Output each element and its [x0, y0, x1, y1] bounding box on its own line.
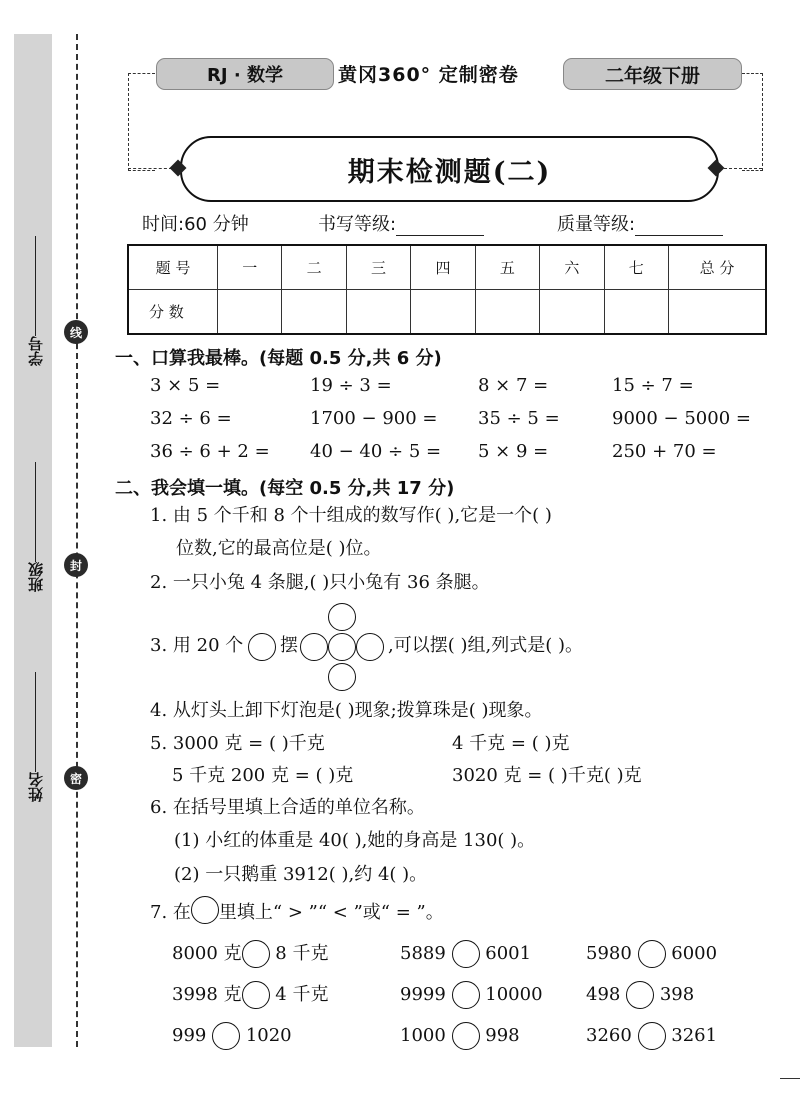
- compare-right: 998: [485, 1025, 520, 1046]
- header-cell-2: 二: [282, 245, 346, 290]
- question-7-lead: 7. 在: [150, 902, 191, 923]
- compare-right: 3261: [671, 1025, 718, 1046]
- compare-left: 9999: [400, 984, 446, 1005]
- compare-item: [400, 1022, 520, 1050]
- class-field[interactable]: [20, 458, 50, 592]
- header-cell-6: 六: [540, 245, 604, 290]
- score-cell-7[interactable]: [604, 290, 668, 335]
- section1-heading: 一、口算我最棒。(每题 0.5 分,共 6 分): [115, 348, 442, 369]
- section2-heading: 二、我会填一填。(每空 0.5 分,共 17 分): [115, 478, 455, 499]
- compare-answer-circle[interactable]: [452, 940, 480, 968]
- score-cell-3[interactable]: [346, 290, 410, 335]
- question-7-tail: 里填上“ > ”“ < ”或“ = ”。: [218, 902, 444, 923]
- quality-grade-blank[interactable]: [635, 217, 723, 236]
- name-blank: [35, 672, 36, 772]
- cross-circle-center: [328, 633, 356, 661]
- right-connector-tail: [724, 168, 762, 169]
- student-no-blank: [35, 236, 36, 336]
- quality-grade[interactable]: [557, 210, 723, 236]
- score-table-score-row: [128, 290, 766, 335]
- compare-right: 1020: [245, 1025, 292, 1046]
- compare-item: [586, 940, 717, 968]
- compare-left: 1000: [400, 1025, 446, 1046]
- score-table: [127, 244, 767, 335]
- compare-left: 999: [172, 1025, 207, 1046]
- exam-title: 期末检测题(二): [180, 136, 719, 202]
- calc-2-2: 1700 − 900 =: [310, 408, 438, 429]
- calc-3-1: 36 ÷ 6 + 2 =: [150, 441, 270, 462]
- compare-right: 8 千克: [275, 943, 329, 964]
- header-cell-1: 一: [218, 245, 282, 290]
- compare-answer-circle[interactable]: [638, 1022, 666, 1050]
- question-2: 2. 一只小兔 4 条腿,( )只小兔有 36 条腿。: [150, 572, 490, 593]
- score-table-header-row: [128, 245, 766, 290]
- calc-3-2: 40 − 40 ÷ 5 =: [310, 441, 442, 462]
- writing-grade-label: 书写等级:: [318, 214, 397, 235]
- compare-item: [172, 940, 328, 968]
- calc-3-3: 5 × 9 =: [478, 441, 549, 462]
- header-cell-question-no: 题 号: [128, 245, 218, 290]
- calc-3-4: 250 + 70 =: [612, 441, 717, 462]
- quality-grade-label: 质量等级:: [557, 214, 636, 235]
- class-blank: [35, 462, 36, 562]
- name-label: 姓名: [26, 772, 45, 802]
- score-cell-6[interactable]: [540, 290, 604, 335]
- compare-item: [400, 981, 543, 1009]
- header-cell-3: 三: [346, 245, 410, 290]
- calc-1-1: 3 × 5 =: [150, 375, 221, 396]
- student-no-label: 学号: [26, 336, 45, 366]
- class-label: 班级: [26, 562, 45, 592]
- series-name: 黄冈360° 定制密卷: [338, 64, 519, 86]
- binding-dashed-line: [76, 34, 78, 1047]
- question-5-part-c: 5 千克 200 克 = ( )克: [172, 765, 354, 786]
- question-6-sub-2: (2) 一只鹅重 3912( ),约 4( )。: [174, 864, 428, 885]
- question-5-part-b: 4 千克 = ( )克: [452, 733, 570, 754]
- cross-circle-right: [356, 633, 384, 661]
- cross-circle-left: [300, 633, 328, 661]
- name-field[interactable]: [20, 668, 50, 802]
- compare-item: [172, 1022, 292, 1050]
- calc-2-4: 9000 − 5000 =: [612, 408, 751, 429]
- compare-answer-circle[interactable]: [212, 1022, 240, 1050]
- score-row-label: 分 数: [128, 290, 218, 335]
- question-1-line2: 位数,它的最高位是( )位。: [176, 538, 382, 559]
- header-cell-5: 五: [475, 245, 539, 290]
- question-6: 6. 在括号里填上合适的单位名称。: [150, 797, 425, 818]
- header-cell-7: 七: [604, 245, 668, 290]
- header-cell-4: 四: [411, 245, 475, 290]
- cross-circles-figure: [298, 603, 388, 693]
- question-3-tail: ,可以摆( )组,列式是( )。: [388, 635, 583, 656]
- mark-secret-badge: 密: [64, 766, 88, 790]
- page-edge-mark: [780, 1078, 800, 1079]
- question-6-sub-1: (1) 小红的体重是 40( ),她的身高是 130( )。: [174, 830, 536, 851]
- time-label: 时间:60 分钟: [142, 214, 249, 235]
- right-connector: [742, 73, 763, 171]
- mark-seal-badge: 封: [64, 553, 88, 577]
- student-no-field[interactable]: [20, 232, 50, 366]
- compare-item: [400, 940, 531, 968]
- compare-right: 10000: [485, 984, 543, 1005]
- compare-item: [172, 981, 328, 1009]
- calc-1-3: 8 × 7 =: [478, 375, 549, 396]
- grade-tag: 二年级下册: [563, 58, 742, 90]
- compare-answer-circle[interactable]: [452, 1022, 480, 1050]
- calc-2-3: 35 ÷ 5 =: [478, 408, 560, 429]
- score-cell-1[interactable]: [218, 290, 282, 335]
- compare-left: 498: [586, 984, 621, 1005]
- compare-item: [586, 981, 694, 1009]
- cross-circle-bottom: [328, 663, 356, 691]
- question-5-part-d: 3020 克 = ( )千克( )克: [452, 765, 642, 786]
- calc-1-2: 19 ÷ 3 =: [310, 375, 392, 396]
- compare-right: 6001: [485, 943, 532, 964]
- compare-left: 5980: [586, 943, 632, 964]
- compare-answer-circle[interactable]: [638, 940, 666, 968]
- compare-right: 4 千克: [275, 984, 329, 1005]
- question-5-part-a: 5. 3000 克 = ( )千克: [150, 733, 325, 754]
- compare-answer-circle[interactable]: [626, 981, 654, 1009]
- score-cell-total[interactable]: [669, 290, 767, 335]
- compare-answer-circle[interactable]: [452, 981, 480, 1009]
- compare-left: 3260: [586, 1025, 632, 1046]
- left-connector: [128, 73, 155, 171]
- compare-answer-circle[interactable]: [242, 940, 270, 968]
- compare-right: 6000: [671, 943, 718, 964]
- score-cell-4[interactable]: [411, 290, 475, 335]
- question-7: [150, 902, 444, 924]
- compare-left: 5889: [400, 943, 446, 964]
- mark-line-badge: 线: [64, 320, 88, 344]
- question-4: 4. 从灯头上卸下灯泡是( )现象;拨算珠是( )现象。: [150, 700, 543, 721]
- question-3-verb: 摆: [280, 635, 298, 656]
- score-cell-2[interactable]: [282, 290, 346, 335]
- compare-right: 398: [659, 984, 695, 1005]
- compare-left: 3998 克: [172, 984, 242, 1005]
- single-circle-icon: [248, 633, 276, 661]
- compare-left: 8000 克: [172, 943, 242, 964]
- calc-1-4: 15 ÷ 7 =: [612, 375, 694, 396]
- score-cell-5[interactable]: [475, 290, 539, 335]
- calc-2-1: 32 ÷ 6 =: [150, 408, 232, 429]
- compare-circle-icon: [191, 896, 219, 924]
- question-1-line1: 1. 由 5 个千和 8 个十组成的数写作( ),它是一个( ): [150, 505, 552, 526]
- writing-grade-blank[interactable]: [396, 217, 484, 236]
- left-connector-tail: [128, 168, 172, 169]
- compare-item: [586, 1022, 717, 1050]
- question-3-lead: 3. 用 20 个: [150, 635, 244, 656]
- cross-circle-top: [328, 603, 356, 631]
- header-cell-total: 总 分: [669, 245, 767, 290]
- writing-grade[interactable]: [318, 210, 484, 236]
- subject-tag: RJ · 数学: [156, 58, 334, 90]
- compare-answer-circle[interactable]: [242, 981, 270, 1009]
